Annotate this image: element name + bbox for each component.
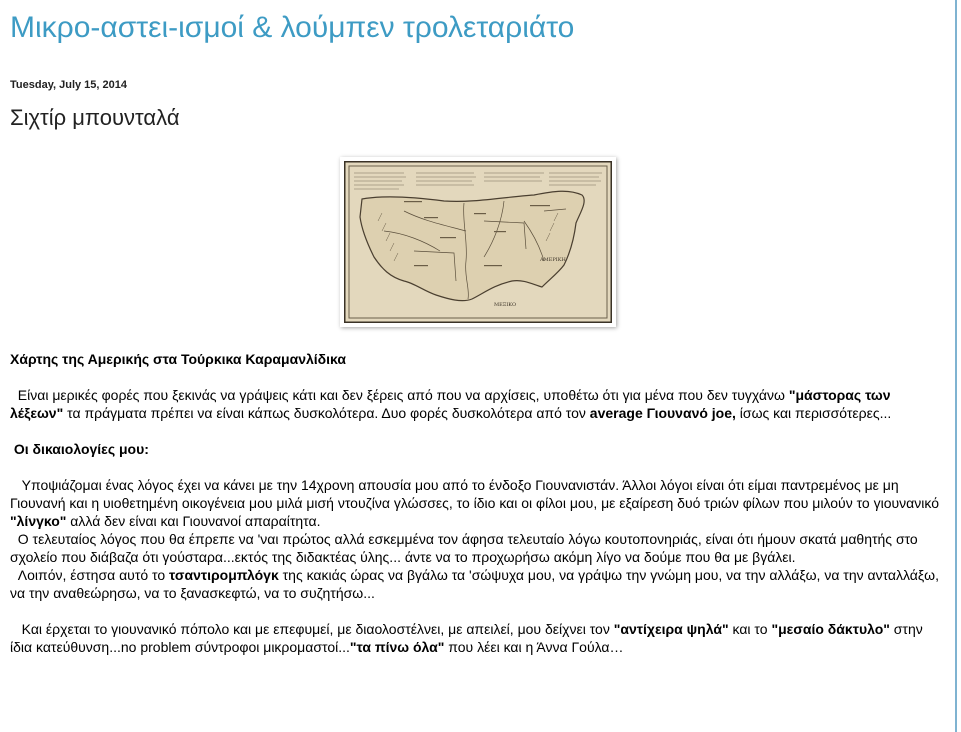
blog-title[interactable]: Μικρο-αστει-ισμοί & λούμπεν τρολεταριάτο (10, 11, 575, 44)
map-illustration (344, 161, 612, 323)
post-date: Tuesday, July 15, 2014 (10, 79, 127, 91)
map-label-mexico: ΜΕΞΙΚΟ (494, 302, 517, 308)
section-heading: Οι δικαιολογίες μου: (10, 441, 149, 457)
post-image-map[interactable] (340, 157, 616, 327)
paragraph-blog-purpose: Λοιπόν, έστησα αυτό το τσαντιρομπλόγκ της κακιάς ώρας να βγάλω τα 'σώψυχα μου, να γράψω την γνώμη μου, να την αλλάξω, να την ανταλλάξω, να την αναθεώρησω, να το ξανασκεφτώ, να το συζητήσω... (10, 567, 939, 601)
map-label-america: ΑΜΕΡΙΚΗ (540, 257, 566, 263)
paragraph-intro: Είναι μερικές φορές που ξεκινάς να γράψεις κάτι και δεν ξέρεις από που να αρχίσεις, υποθέτω ότι για μένα που δεν τυγχάνω "μάστορας των λέξεων" τα πράγματα πρέπει να είναι κάπως δυσκολότερα. Δυο φορές δυσκολότερα από τον average Γιουνανό joe, ίσως και περισσότερες... (10, 387, 892, 421)
post-body (10, 350, 945, 656)
post-title[interactable]: Σιχτίρ μπουνταλά (10, 105, 180, 130)
paragraph-reasons: Υποψιάζομαι ένας λόγος έχει να κάνει με την 14χρονη απουσία μου από το ένδοξο Γιουνανιστάν. Άλλοι λόγοι είναι ότι είμαι παντρεμένος με μη Γιουνανή και η υιοθετημένη οικογένεια μου μιλά μισή ντουζίνα γλώσσες, το ίδιο και οι φίλοι μου, με εξαίρεση δυό τριών φίλων που μιλούν το γιουνανικό "λίνγκο" αλλά δεν είναι και Γιουνανοί απαραίτητα. (10, 477, 943, 529)
paragraph-response: Και έρχεται το γιουνανικό πόπολο και με επεφυμεί, με διαολοστέλνει, με απειλεί, μου δείχνει τον "αντίχειρα ψηλά" και το "μεσαίο δάκτυλο" στην ίδια κατεύθυνση...no problem σύντροφοι μικρομαστοί..."τα πίνω όλα" που λέει και η Άννα Γούλα… (10, 621, 923, 655)
sidebar-divider (955, 0, 957, 732)
image-caption: Χάρτης της Αμερικής στα Τούρκικα Καραμανλίδικα (10, 351, 346, 367)
paragraph-last-reason: Ο τελευταίος λόγος που θα έπρεπε να 'ναι πρώτος αλλά εσκεμμένα τον άφησα τελευταίο λόγω κουτοπονηριάς, είναι ότι ήμουν σκατά μαθητής στο σχολείο που διάβαζα ότι γούσταρα...εκτός της διδακτέας ύλης... άντε να το προχωρήσω ακόμη λίγο να δούμε που θα με βγάλει. (10, 531, 922, 565)
